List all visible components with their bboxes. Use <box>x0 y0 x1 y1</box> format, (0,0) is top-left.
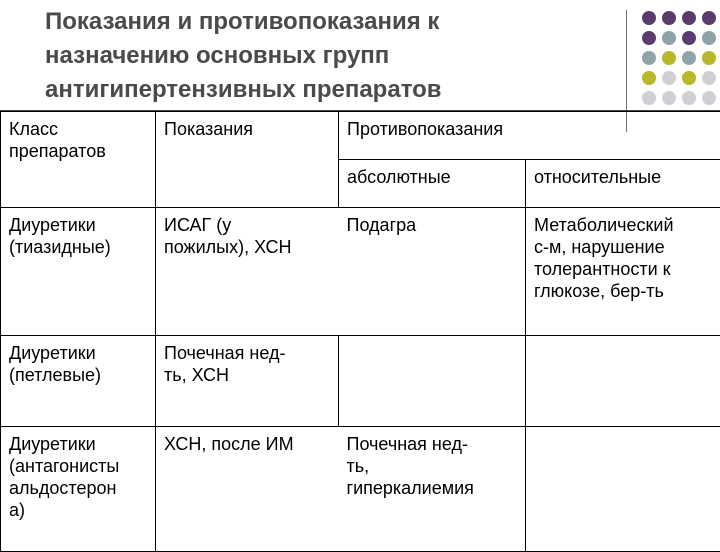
cell-relative: Метаболический с-м, нарушение толерантности к глюкозе, бер-ть <box>526 208 720 336</box>
header-relative: относительные <box>526 160 720 208</box>
cell-absolute: Почечная нед- ть, гиперкалиемия <box>339 427 526 552</box>
decorative-dot <box>702 11 716 25</box>
table-row <box>1 336 720 427</box>
cell-class: Диуретики (тиазидные) <box>1 208 156 336</box>
header-absolute: абсолютные <box>339 160 526 208</box>
decorative-dot <box>642 31 656 45</box>
decorative-dot <box>682 91 696 105</box>
decorative-dot <box>702 71 716 85</box>
cell-class: Диуретики (антагонисты альдостерон а) <box>1 427 156 552</box>
header-indications: Показания <box>156 112 339 208</box>
decorative-dot <box>702 51 716 65</box>
title-line: антигипертензивных препаратов <box>45 73 605 107</box>
decorative-dot <box>682 71 696 85</box>
title-line: назначению основных групп <box>45 39 605 73</box>
cell-indications: Почечная нед- ть, ХСН <box>156 336 339 427</box>
cell-absolute <box>339 336 526 427</box>
decorative-dot <box>642 71 656 85</box>
cell-relative <box>526 336 720 427</box>
cell-absolute: Подагра <box>339 208 526 336</box>
table-row <box>1 427 720 552</box>
table-header-row <box>1 112 720 160</box>
cell-indications: ХСН, после ИМ <box>156 427 339 552</box>
indications-table <box>0 111 720 552</box>
slide-title <box>45 5 605 107</box>
decorative-dot <box>642 51 656 65</box>
decorative-dot <box>702 91 716 105</box>
decorative-dot <box>662 31 676 45</box>
cell-indications: ИСАГ (у пожилых), ХСН <box>156 208 339 336</box>
decorative-dot <box>642 91 656 105</box>
header-class: Класс препаратов <box>1 112 156 208</box>
decorative-dot <box>682 51 696 65</box>
decorative-dot <box>682 31 696 45</box>
decorative-dot <box>682 11 696 25</box>
decorative-dot <box>662 51 676 65</box>
decorative-dot <box>662 11 676 25</box>
decorative-dot <box>662 91 676 105</box>
decorative-dot-grid <box>639 8 719 108</box>
header-contraindications: Противопоказания <box>339 112 720 160</box>
table-row <box>1 208 720 336</box>
cell-class: Диуретики (петлевые) <box>1 336 156 427</box>
cell-relative <box>526 427 720 552</box>
decorative-dot <box>702 31 716 45</box>
decorative-dot <box>642 11 656 25</box>
title-line: Показания и противопоказания к <box>45 5 605 39</box>
decorative-dot <box>662 71 676 85</box>
